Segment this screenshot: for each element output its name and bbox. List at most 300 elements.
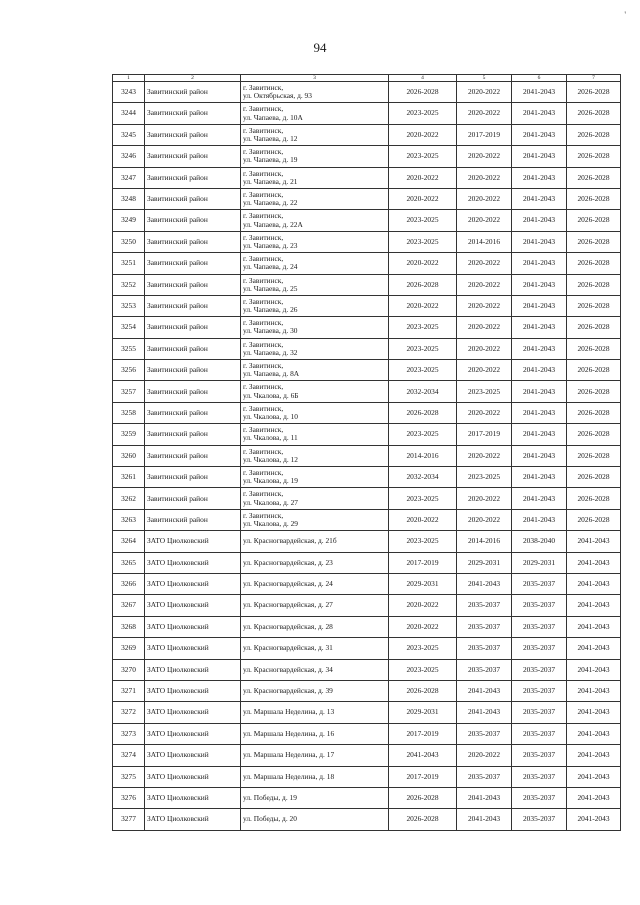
address-line: ул. Чкалова, д. 11 — [243, 433, 298, 443]
municipality: Завитинский район — [145, 146, 241, 167]
address-line: г. Завитинск, — [243, 147, 284, 157]
period-col4: 2014-2016 — [389, 445, 457, 466]
address-line: г. Завитинск, — [243, 254, 284, 264]
address — [241, 82, 389, 103]
row-number: 3262 — [113, 488, 145, 509]
row-number: 3254 — [113, 317, 145, 338]
period-col5: 2017-2019 — [457, 424, 512, 445]
row-number: 3246 — [113, 146, 145, 167]
column-header: 4 — [389, 75, 457, 82]
period-col6: 2041-2043 — [512, 231, 567, 252]
municipality: ЗАТО Циолковский — [145, 723, 241, 744]
address — [241, 723, 389, 744]
period-col7: 2026-2028 — [567, 146, 621, 167]
period-col6: 2041-2043 — [512, 146, 567, 167]
period-col5: 2035-2037 — [457, 659, 512, 680]
period-col5: 2041-2043 — [457, 573, 512, 594]
municipality: ЗАТО Циолковский — [145, 573, 241, 594]
table-row — [113, 167, 621, 188]
period-col5: 2023-2025 — [457, 467, 512, 488]
address — [241, 103, 389, 124]
period-col5: 2020-2022 — [457, 274, 512, 295]
period-col6: 2035-2037 — [512, 723, 567, 744]
period-col5: 2020-2022 — [457, 338, 512, 359]
address-line: г. Завитинск, — [243, 189, 284, 199]
period-col6: 2041-2043 — [512, 210, 567, 231]
period-col4: 2023-2025 — [389, 231, 457, 252]
row-number: 3248 — [113, 188, 145, 209]
address-line: ул. Чапаева, д. 24 — [243, 262, 298, 272]
address-line: ул. Чапаева, д. 21 — [243, 176, 298, 186]
municipality: ЗАТО Циолковский — [145, 659, 241, 680]
period-col5: 2020-2022 — [457, 82, 512, 103]
table-row — [113, 787, 621, 808]
row-number: 3257 — [113, 381, 145, 402]
period-col5: 2014-2016 — [457, 231, 512, 252]
period-col4: 2017-2019 — [389, 766, 457, 787]
period-col6: 2041-2043 — [512, 82, 567, 103]
municipality: ЗАТО Циолковский — [145, 638, 241, 659]
period-col7: 2041-2043 — [567, 531, 621, 552]
municipality: Завитинский район — [145, 488, 241, 509]
period-col4: 2026-2028 — [389, 680, 457, 701]
table-row — [113, 552, 621, 573]
municipality: ЗАТО Циолковский — [145, 702, 241, 723]
period-col4: 2020-2022 — [389, 509, 457, 530]
period-col4: 2023-2025 — [389, 659, 457, 680]
period-col6: 2041-2043 — [512, 317, 567, 338]
address — [241, 745, 389, 766]
period-col6: 2035-2037 — [512, 680, 567, 701]
address-line: ул. Красногвардейская, д. 34 — [243, 664, 333, 674]
municipality: ЗАТО Циолковский — [145, 595, 241, 616]
period-col5: 2020-2022 — [457, 210, 512, 231]
housing-register-table — [112, 74, 621, 831]
table-row — [113, 424, 621, 445]
period-col7: 2026-2028 — [567, 274, 621, 295]
municipality: Завитинский район — [145, 445, 241, 466]
municipality: Завитинский район — [145, 338, 241, 359]
period-col6: 2041-2043 — [512, 467, 567, 488]
period-col6: 2041-2043 — [512, 274, 567, 295]
table-row — [113, 317, 621, 338]
row-number: 3273 — [113, 723, 145, 744]
period-col5: 2014-2016 — [457, 531, 512, 552]
period-col7: 2041-2043 — [567, 787, 621, 808]
municipality: Завитинский район — [145, 317, 241, 338]
period-col7: 2026-2028 — [567, 231, 621, 252]
address-line: г. Завитинск, — [243, 211, 284, 221]
address-line: ул. Чкалова, д. 12 — [243, 454, 298, 464]
period-col4: 2041-2043 — [389, 745, 457, 766]
period-col6: 2041-2043 — [512, 338, 567, 359]
period-col6: 2038-2040 — [512, 531, 567, 552]
period-col5: 2035-2037 — [457, 595, 512, 616]
period-col4: 2023-2025 — [389, 638, 457, 659]
address-line: г. Завитинск, — [243, 361, 284, 371]
period-col5: 2035-2037 — [457, 638, 512, 659]
period-col4: 2032-2034 — [389, 467, 457, 488]
period-col4: 2023-2025 — [389, 360, 457, 381]
address-line: ул. Маршала Неделина, д. 18 — [243, 771, 335, 781]
period-col7: 2026-2028 — [567, 188, 621, 209]
period-col6: 2041-2043 — [512, 188, 567, 209]
period-col7: 2026-2028 — [567, 82, 621, 103]
row-number: 3245 — [113, 124, 145, 145]
table-row — [113, 295, 621, 316]
period-col4: 2023-2025 — [389, 488, 457, 509]
row-number: 3277 — [113, 809, 145, 830]
address — [241, 573, 389, 594]
period-col4: 2020-2022 — [389, 167, 457, 188]
address-line: ул. Чапаева, д. 26 — [243, 305, 298, 315]
period-col5: 2020-2022 — [457, 488, 512, 509]
table-row — [113, 659, 621, 680]
column-header: 3 — [241, 75, 389, 82]
address — [241, 467, 389, 488]
address — [241, 124, 389, 145]
address-line: ул. Чапаева, д. 19 — [243, 155, 298, 165]
row-number: 3270 — [113, 659, 145, 680]
period-col4: 2023-2025 — [389, 338, 457, 359]
period-col7: 2026-2028 — [567, 253, 621, 274]
address-line: г. Завитинск, — [243, 446, 284, 456]
column-number-header — [113, 75, 621, 82]
period-col7: 2026-2028 — [567, 402, 621, 423]
municipality: Завитинский район — [145, 231, 241, 252]
table-row — [113, 146, 621, 167]
period-col7: 2026-2028 — [567, 317, 621, 338]
table-row — [113, 809, 621, 830]
table-row — [113, 188, 621, 209]
row-number: 3243 — [113, 82, 145, 103]
row-number: 3247 — [113, 167, 145, 188]
period-col7: 2041-2043 — [567, 616, 621, 637]
address-line: ул. Чапаева, д. 32 — [243, 347, 298, 357]
municipality: Завитинский район — [145, 82, 241, 103]
address — [241, 360, 389, 381]
address-line: г. Завитинск, — [243, 318, 284, 328]
address — [241, 167, 389, 188]
period-col6: 2035-2037 — [512, 659, 567, 680]
period-col4: 2026-2028 — [389, 274, 457, 295]
municipality: Завитинский район — [145, 360, 241, 381]
period-col6: 2035-2037 — [512, 787, 567, 808]
address — [241, 188, 389, 209]
address — [241, 231, 389, 252]
period-col4: 2020-2022 — [389, 616, 457, 637]
address-line: ул. Чапаева, д. 22 — [243, 198, 298, 208]
table-row — [113, 766, 621, 787]
period-col4: 2026-2028 — [389, 402, 457, 423]
address — [241, 210, 389, 231]
scan-corner-mark: ' — [624, 10, 626, 20]
address — [241, 766, 389, 787]
period-col4: 2023-2025 — [389, 103, 457, 124]
address — [241, 424, 389, 445]
municipality: Завитинский район — [145, 253, 241, 274]
address — [241, 274, 389, 295]
period-col7: 2026-2028 — [567, 445, 621, 466]
period-col5: 2020-2022 — [457, 188, 512, 209]
address-line: ул. Чкалова, д. 27 — [243, 497, 298, 507]
address — [241, 402, 389, 423]
row-number: 3253 — [113, 295, 145, 316]
table-row — [113, 745, 621, 766]
municipality: Завитинский район — [145, 274, 241, 295]
period-col5: 2020-2022 — [457, 103, 512, 124]
address — [241, 253, 389, 274]
municipality: Завитинский район — [145, 124, 241, 145]
period-col7: 2026-2028 — [567, 338, 621, 359]
row-number: 3264 — [113, 531, 145, 552]
period-col4: 2023-2025 — [389, 146, 457, 167]
table-row — [113, 124, 621, 145]
row-number: 3261 — [113, 467, 145, 488]
table-row — [113, 274, 621, 295]
period-col7: 2026-2028 — [567, 488, 621, 509]
period-col5: 2020-2022 — [457, 509, 512, 530]
row-number: 3251 — [113, 253, 145, 274]
address-line: ул. Чапаева, д. 23 — [243, 240, 298, 250]
period-col5: 2020-2022 — [457, 167, 512, 188]
address-line: г. Завитинск, — [243, 168, 284, 178]
table-row — [113, 445, 621, 466]
row-number: 3269 — [113, 638, 145, 659]
address-line: г. Завитинск, — [243, 82, 284, 92]
period-col6: 2035-2037 — [512, 702, 567, 723]
table-row — [113, 210, 621, 231]
row-number: 3266 — [113, 573, 145, 594]
municipality: Завитинский район — [145, 295, 241, 316]
period-col6: 2035-2037 — [512, 638, 567, 659]
table-row — [113, 573, 621, 594]
table-row — [113, 509, 621, 530]
period-col7: 2041-2043 — [567, 745, 621, 766]
row-number: 3250 — [113, 231, 145, 252]
column-header: 1 — [113, 75, 145, 82]
municipality: ЗАТО Циолковский — [145, 616, 241, 637]
period-col7: 2026-2028 — [567, 103, 621, 124]
row-number: 3255 — [113, 338, 145, 359]
address-line: г. Завитинск, — [243, 489, 284, 499]
table-row — [113, 595, 621, 616]
municipality: ЗАТО Циолковский — [145, 809, 241, 830]
column-header: 6 — [512, 75, 567, 82]
address-line: ул. Победы, д. 19 — [243, 792, 297, 802]
municipality: Завитинский район — [145, 402, 241, 423]
period-col4: 2023-2025 — [389, 317, 457, 338]
period-col5: 2020-2022 — [457, 360, 512, 381]
period-col5: 2041-2043 — [457, 702, 512, 723]
address — [241, 809, 389, 830]
period-col6: 2035-2037 — [512, 745, 567, 766]
row-number: 3244 — [113, 103, 145, 124]
address — [241, 702, 389, 723]
address — [241, 317, 389, 338]
period-col6: 2035-2037 — [512, 809, 567, 830]
period-col7: 2041-2043 — [567, 809, 621, 830]
address — [241, 381, 389, 402]
row-number: 3268 — [113, 616, 145, 637]
address-line: ул. Чапаева, д. 30 — [243, 326, 298, 336]
municipality: ЗАТО Циолковский — [145, 766, 241, 787]
period-col5: 2023-2025 — [457, 381, 512, 402]
period-col7: 2026-2028 — [567, 509, 621, 530]
row-number: 3252 — [113, 274, 145, 295]
address-line: ул. Чапаева, д. 8А — [243, 369, 300, 379]
table-row — [113, 360, 621, 381]
municipality: Завитинский район — [145, 103, 241, 124]
period-col5: 2035-2037 — [457, 616, 512, 637]
period-col7: 2041-2043 — [567, 552, 621, 573]
period-col6: 2041-2043 — [512, 445, 567, 466]
period-col6: 2041-2043 — [512, 509, 567, 530]
address-line: ул. Чапаева, д. 25 — [243, 283, 298, 293]
period-col7: 2041-2043 — [567, 723, 621, 744]
period-col5: 2020-2022 — [457, 253, 512, 274]
address — [241, 509, 389, 530]
period-col7: 2026-2028 — [567, 467, 621, 488]
period-col5: 2020-2022 — [457, 295, 512, 316]
period-col5: 2020-2022 — [457, 745, 512, 766]
municipality: Завитинский район — [145, 467, 241, 488]
period-col4: 2020-2022 — [389, 295, 457, 316]
period-col4: 2020-2022 — [389, 253, 457, 274]
period-col4: 2017-2019 — [389, 552, 457, 573]
address — [241, 638, 389, 659]
address — [241, 445, 389, 466]
municipality: Завитинский район — [145, 210, 241, 231]
row-number: 3274 — [113, 745, 145, 766]
period-col5: 2041-2043 — [457, 787, 512, 808]
period-col6: 2035-2037 — [512, 766, 567, 787]
address-line: ул. Красногвардейская, д. 21б — [243, 536, 337, 546]
row-number: 3263 — [113, 509, 145, 530]
row-number: 3271 — [113, 680, 145, 701]
municipality: ЗАТО Циолковский — [145, 531, 241, 552]
period-col4: 2020-2022 — [389, 595, 457, 616]
period-col5: 2020-2022 — [457, 317, 512, 338]
address-line: ул. Чапаева, д. 12 — [243, 133, 298, 143]
municipality: ЗАТО Циолковский — [145, 680, 241, 701]
address-line: г. Завитинск, — [243, 275, 284, 285]
period-col4: 2026-2028 — [389, 809, 457, 830]
period-col5: 2041-2043 — [457, 680, 512, 701]
period-col5: 2029-2031 — [457, 552, 512, 573]
period-col4: 2017-2019 — [389, 723, 457, 744]
municipality: ЗАТО Циолковский — [145, 745, 241, 766]
period-col6: 2035-2037 — [512, 595, 567, 616]
address-line: ул. Чкалова, д. 10 — [243, 412, 298, 422]
address-line: г. Завитинск, — [243, 104, 284, 114]
period-col7: 2026-2028 — [567, 381, 621, 402]
period-col7: 2026-2028 — [567, 360, 621, 381]
period-col6: 2041-2043 — [512, 360, 567, 381]
period-col5: 2035-2037 — [457, 723, 512, 744]
address-line: ул. Красногвардейская, д. 27 — [243, 600, 333, 610]
address-line: ул. Октябрьская, д. 93 — [243, 91, 312, 101]
column-header: 7 — [567, 75, 621, 82]
address — [241, 338, 389, 359]
row-number: 3267 — [113, 595, 145, 616]
address-line: г. Завитинск, — [243, 339, 284, 349]
table-row — [113, 616, 621, 637]
period-col7: 2041-2043 — [567, 595, 621, 616]
address-line: ул. Маршала Неделина, д. 16 — [243, 728, 335, 738]
address — [241, 659, 389, 680]
address-line: ул. Чкалова, д. 6Б — [243, 390, 299, 400]
table-row — [113, 82, 621, 103]
table-row — [113, 253, 621, 274]
period-col4: 2020-2022 — [389, 124, 457, 145]
address — [241, 295, 389, 316]
period-col6: 2035-2037 — [512, 573, 567, 594]
period-col5: 2035-2037 — [457, 766, 512, 787]
period-col7: 2041-2043 — [567, 766, 621, 787]
municipality: ЗАТО Циолковский — [145, 787, 241, 808]
row-number: 3258 — [113, 402, 145, 423]
address-line: г. Завитинск, — [243, 510, 284, 520]
column-header: 5 — [457, 75, 512, 82]
period-col7: 2026-2028 — [567, 424, 621, 445]
address-line: г. Завитинск, — [243, 232, 284, 242]
period-col7: 2026-2028 — [567, 167, 621, 188]
period-col5: 2020-2022 — [457, 146, 512, 167]
period-col5: 2017-2019 — [457, 124, 512, 145]
period-col5: 2020-2022 — [457, 445, 512, 466]
period-col7: 2041-2043 — [567, 702, 621, 723]
table-row — [113, 638, 621, 659]
row-number: 3260 — [113, 445, 145, 466]
period-col6: 2041-2043 — [512, 424, 567, 445]
row-number: 3265 — [113, 552, 145, 573]
period-col4: 2026-2028 — [389, 82, 457, 103]
address-line: ул. Маршала Неделина, д. 13 — [243, 707, 335, 717]
table-row — [113, 680, 621, 701]
row-number: 3276 — [113, 787, 145, 808]
municipality: Завитинский район — [145, 188, 241, 209]
page-number: 94 — [313, 40, 327, 55]
period-col4: 2023-2025 — [389, 424, 457, 445]
period-col7: 2026-2028 — [567, 295, 621, 316]
address-line: ул. Чкалова, д. 29 — [243, 519, 298, 528]
row-number: 3259 — [113, 424, 145, 445]
address-line: г. Завитинск, — [243, 468, 284, 478]
table-row — [113, 488, 621, 509]
address-line: ул. Красногвардейская, д. 39 — [243, 686, 333, 696]
period-col4: 2023-2025 — [389, 210, 457, 231]
address-line: г. Завитинск, — [243, 403, 284, 413]
address-line: г. Завитинск, — [243, 125, 284, 135]
address-line: ул. Победы, д. 20 — [243, 814, 297, 824]
period-col4: 2023-2025 — [389, 531, 457, 552]
address — [241, 595, 389, 616]
table-row — [113, 103, 621, 124]
address-line: г. Завитинск, — [243, 296, 284, 306]
table-row — [113, 231, 621, 252]
period-col6: 2041-2043 — [512, 124, 567, 145]
municipality: ЗАТО Циолковский — [145, 552, 241, 573]
table-row — [113, 402, 621, 423]
table-row — [113, 531, 621, 552]
address-line: г. Завитинск, — [243, 425, 284, 435]
address — [241, 787, 389, 808]
row-number: 3272 — [113, 702, 145, 723]
address-line: ул. Красногвардейская, д. 28 — [243, 621, 333, 631]
period-col7: 2041-2043 — [567, 573, 621, 594]
period-col7: 2041-2043 — [567, 659, 621, 680]
